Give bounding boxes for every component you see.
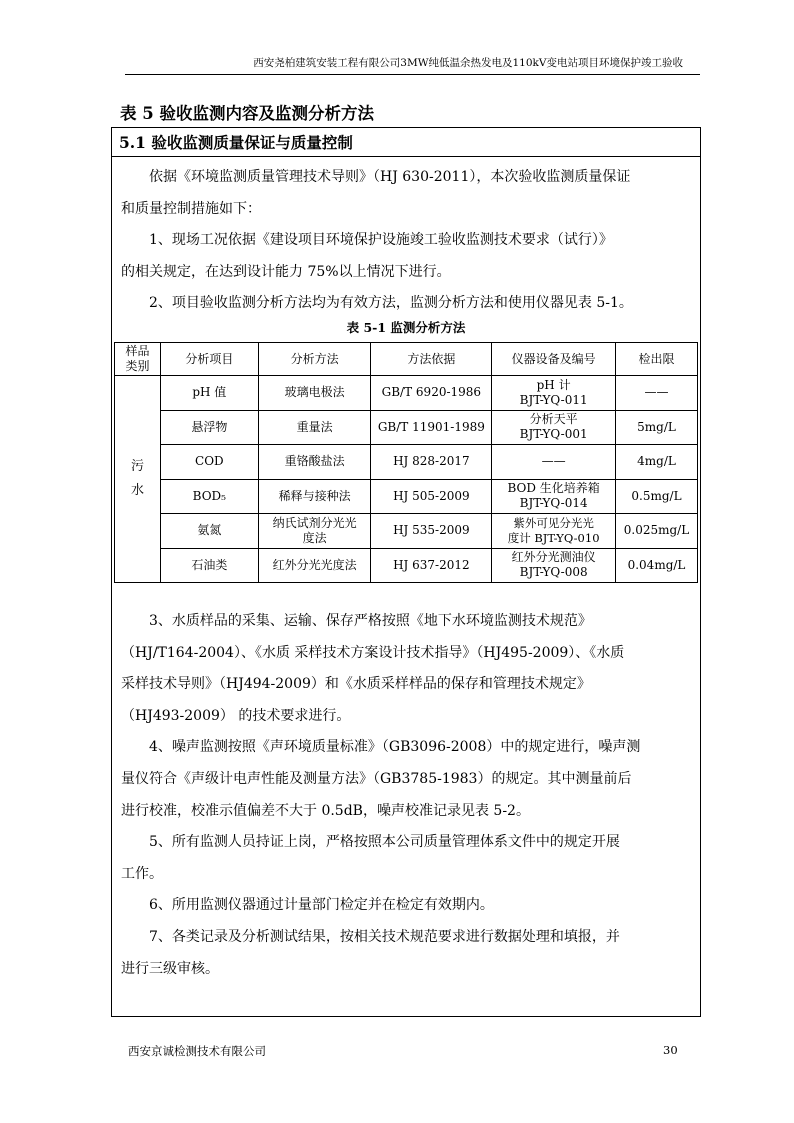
cell-method	[258, 479, 371, 514]
header-category-line1: 样品	[125, 344, 150, 358]
header-limit: 检出限	[615, 343, 697, 376]
cell-inst-l2: BJT-YQ-011	[519, 392, 588, 407]
cell-limit: 5mg/L	[615, 410, 697, 445]
page-number: 30	[663, 1043, 678, 1057]
cell-instrument	[492, 410, 616, 445]
cell-inst-l2: BJT-YQ-001	[519, 427, 588, 442]
cell-item: 悬浮物	[160, 410, 258, 445]
paragraph-line: 5、所有监测人员持证上岗，严格按照本公司质量管理体系文件中的规定开展	[149, 834, 620, 851]
header-item: 分析项目	[160, 343, 258, 376]
cell-method	[258, 548, 371, 583]
cell-limit: 0.025mg/L	[615, 514, 697, 549]
cell-method-l2: 度法	[302, 530, 327, 545]
cell-item: COD	[160, 445, 258, 480]
content-frame	[111, 127, 701, 1017]
cell-method-l1: 纳氏试剂分光光	[272, 515, 357, 530]
paragraph-line: 依据《环境监测质量管理技术导则》（HJ 630-2011），本次验收监测质量保证	[149, 169, 631, 185]
section-heading: 5.1 验收监测质量保证与质量控制	[112, 128, 700, 157]
cell-basis: HJ 535-2009	[371, 514, 492, 549]
paragraph-line: 量仪符合《声级计电声性能及测量方法》（GB3785-1983）的规定。其中测量前后	[121, 770, 632, 787]
cell-item: 氨氮	[160, 514, 258, 549]
cell-method	[258, 410, 371, 445]
footer-company: 西安京诚检测技术有限公司	[128, 1044, 266, 1058]
paragraph-line: 7、各类记录及分析测试结果，按相关技术规范要求进行数据处理和填报，并	[149, 928, 620, 945]
cell-limit: ——	[615, 376, 697, 411]
category-cell	[115, 376, 161, 583]
cell-instrument	[492, 548, 616, 583]
table-row	[115, 376, 698, 411]
table-row	[115, 514, 698, 549]
paragraph-line: 4、噪声监测按照《声环境质量标准》（GB3096-2008）中的规定进行，噪声测	[149, 739, 641, 756]
cell-item: 石油类	[160, 548, 258, 583]
cell-limit: 0.04mg/L	[615, 548, 697, 583]
method-table-caption: 表 5-1 监测分析方法	[346, 320, 466, 335]
table-header-row	[115, 343, 698, 376]
cell-inst-l2: 度计 BJT-YQ-010	[507, 530, 600, 545]
category-line2: 水	[130, 483, 144, 498]
page-header: 西安尧柏建筑安装工程有限公司3MW纯低温余热发电及110kV变电站项目环境保护竣工验收	[253, 57, 683, 69]
cell-inst-l1: 紫外可见分光光	[513, 515, 594, 530]
paragraph-line: （HJ/T164-2004）、《水质 采样技术方案设计技术指导》（HJ495-2009）、《水质	[121, 644, 625, 661]
paragraph-line: 3、水质样品的采集、运输、保存严格按照《地下水环境监测技术规范》	[149, 613, 592, 629]
paragraph-line: 进行校准，校准示值偏差不大于 0.5dB，噪声校准记录见表 5-2。	[121, 802, 530, 819]
cell-inst-l1: 红外分光测油仪	[511, 550, 596, 565]
requirements-paragraph	[121, 606, 693, 985]
cell-basis: HJ 637-2012	[371, 548, 492, 583]
paragraph-line: （HJ493-2009） 的技术要求进行。	[121, 707, 351, 724]
paragraph-line: 工作。	[121, 865, 163, 882]
cell-method	[258, 514, 371, 549]
header-method: 分析方法	[258, 343, 371, 376]
cell-instrument	[492, 479, 616, 514]
cell-inst-l1: 分析天平	[529, 412, 578, 427]
cell-method-l1: 红外分光光度法	[272, 557, 357, 572]
cell-method-l1: 重铬酸盐法	[284, 454, 345, 469]
cell-basis: HJ 828-2017	[371, 445, 492, 480]
table-row	[115, 410, 698, 445]
header-instrument: 仪器设备及编号	[492, 343, 616, 376]
cell-item: BOD₅	[160, 479, 258, 514]
cell-inst-l1: BOD 生化培养箱	[507, 481, 600, 496]
cell-instrument	[492, 445, 616, 480]
header-divider	[125, 74, 700, 75]
paragraph-line: 的相关规定，在达到设计能力 75%以上情况下进行。	[121, 263, 451, 280]
cell-inst-l1: ——	[541, 454, 566, 469]
cell-inst-l2: BJT-YQ-008	[519, 565, 588, 580]
cell-instrument	[492, 376, 616, 411]
cell-method	[258, 445, 371, 480]
cell-limit: 0.5mg/L	[615, 479, 697, 514]
cell-basis: GB/T 6920-1986	[371, 376, 492, 411]
paragraph-line: 和质量控制措施如下：	[121, 200, 261, 217]
intro-paragraph	[121, 162, 693, 320]
paragraph-line: 采样技术导则》（HJ494-2009）和《水质采样样品的保存和管理技术规定》	[121, 676, 591, 693]
header-category-line2: 类别	[125, 359, 150, 373]
header-basis: 方法依据	[371, 343, 492, 376]
paragraph-line: 进行三级审核。	[121, 960, 219, 977]
paragraph-line: 1、现场工况依据《建设项目环境保护设施竣工验收监测技术要求（试行）》	[149, 232, 613, 249]
paragraph-line: 6、所用监测仪器通过计量部门检定并在检定有效期内。	[149, 897, 494, 914]
cell-method-l1: 稀释与接种法	[278, 488, 351, 503]
table-row	[115, 548, 698, 583]
cell-limit: 4mg/L	[615, 445, 697, 480]
cell-item: pH 值	[160, 376, 258, 411]
cell-method	[258, 376, 371, 411]
cell-method-l1: 重量法	[296, 419, 333, 434]
table-row	[115, 445, 698, 480]
cell-inst-l2: BJT-YQ-014	[519, 496, 588, 511]
cell-instrument	[492, 514, 616, 549]
method-table	[114, 342, 698, 583]
cell-inst-l1: pH 计	[536, 377, 571, 392]
cell-method-l1: 玻璃电极法	[284, 385, 345, 400]
paragraph-line: 2、项目验收监测分析方法均为有效方法，监测分析方法和使用仪器见表 5-1。	[149, 295, 633, 312]
cell-basis: GB/T 11901-1989	[371, 410, 492, 445]
header-category	[115, 343, 161, 376]
category-line1: 污	[130, 459, 144, 474]
cell-basis: HJ 505-2009	[371, 479, 492, 514]
table-title: 表 5 验收监测内容及监测分析方法	[120, 104, 374, 123]
table-row	[115, 479, 698, 514]
